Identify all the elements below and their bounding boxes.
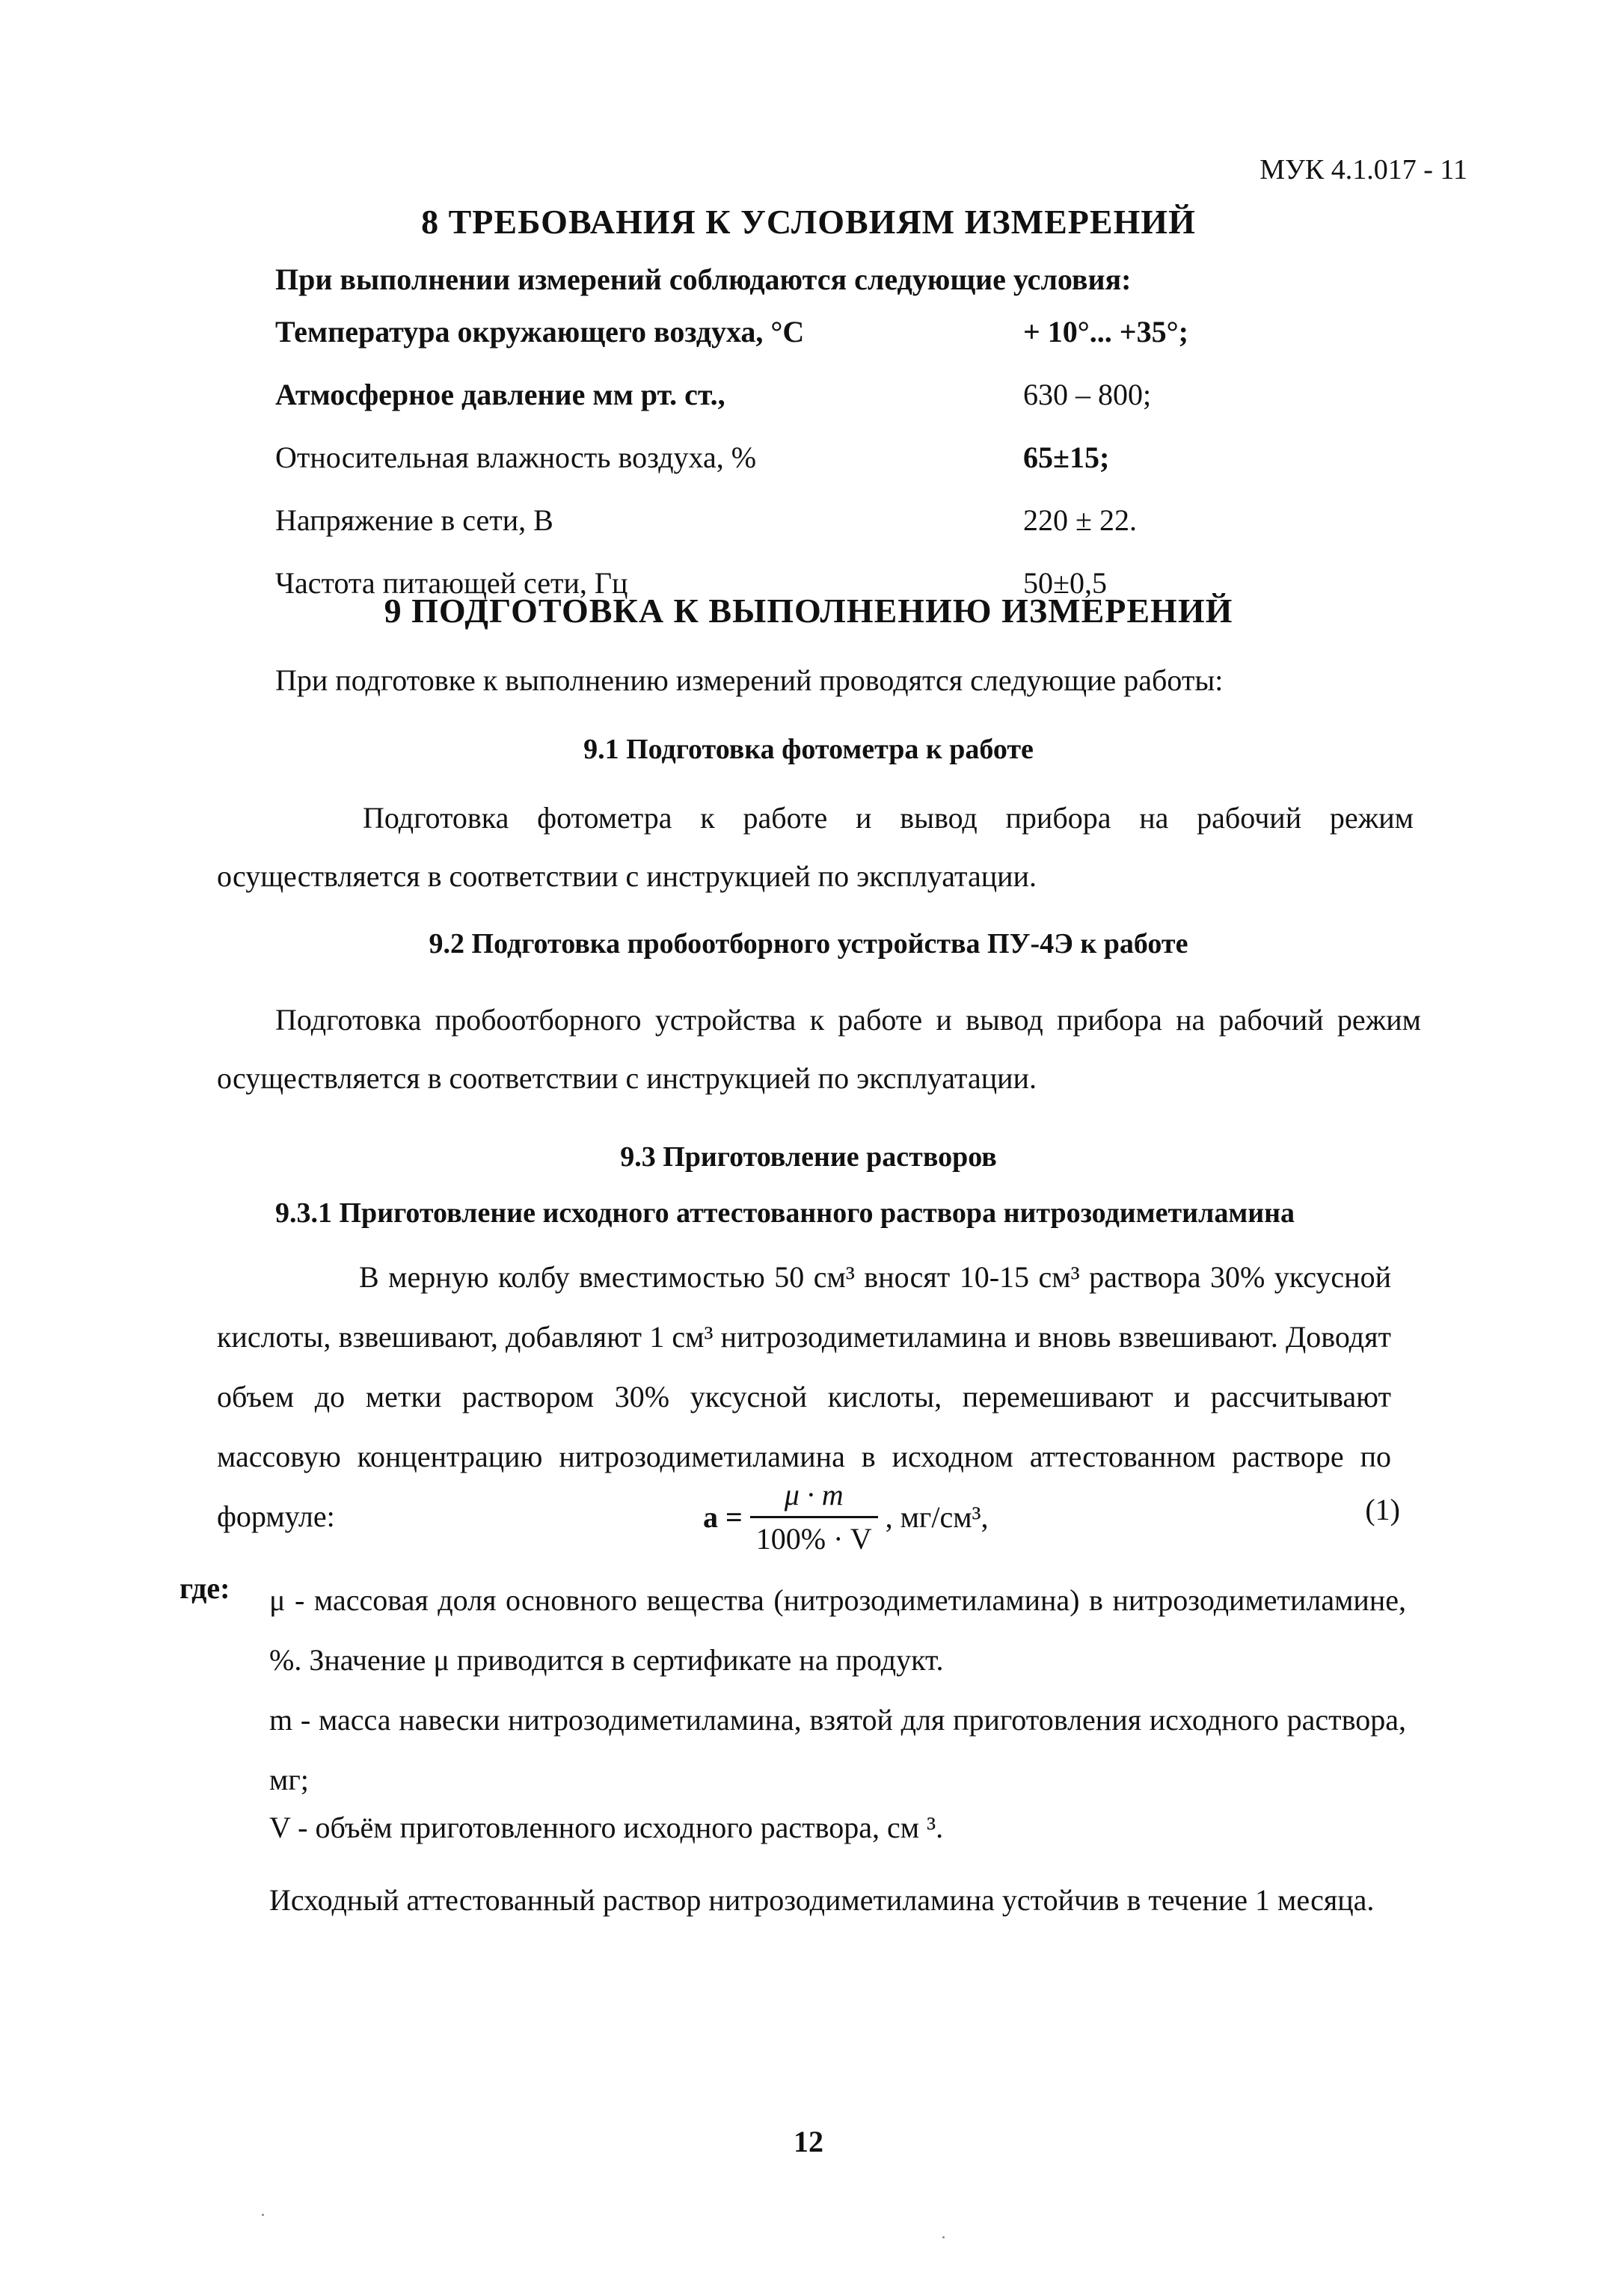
condition-value: 65±15; (1023, 441, 1110, 474)
condition-value: 220 ± 22. (1023, 503, 1137, 537)
condition-label: Частота питающей сети, Гц (275, 566, 628, 600)
formula-fraction (750, 1477, 878, 1557)
page-number: 12 (794, 2125, 823, 2158)
section-9-3-1-title: 9.3.1 Приготовление исходного аттестованного раствора нитрозодиметиламина (275, 1197, 1295, 1229)
condition-label: Атмосферное давление мм рт. ст., (275, 378, 725, 411)
where-m: m - масса навески нитрозодиметиламина, взятой для приготовления исходного раствора, мг; (269, 1703, 1406, 1796)
section-9-1-title: 9.1 Подготовка фотометра к работе (583, 734, 1034, 765)
condition-value: + 10°... +35°; (1023, 315, 1188, 349)
where-label: где: (180, 1571, 230, 1605)
formula (703, 1477, 989, 1557)
document-code: МУК 4.1.017 - 11 (1259, 154, 1467, 185)
where-mu: μ - массовая доля основного вещества (нитрозодиметиламина) в нитрозодиметиламине, %. Значение μ приводится в сертификате на продукт. (269, 1583, 1406, 1677)
condition-row (275, 503, 1270, 565)
condition-label: Напряжение в сети, В (275, 503, 553, 537)
section-9-3-1-text: В мерную колбу вместимостью 50 см³ вносят 10-15 см³ раствора 30% уксусной кислоты, взвешивают, добавляют 1 см³ нитрозодиметиламина и вновь взвешивают. Доводят объем до метки раствором 30% уксусной кислоты, перемешивают и рассчитывают массовую концентрацию нитрозодиметиламина в исходном аттестованном растворе по формуле: (217, 1260, 1391, 1533)
condition-value: 630 – 800; (1023, 378, 1152, 411)
condition-row (275, 314, 1270, 377)
conditions-list (275, 314, 1270, 628)
condition-value: 50±0,5 (1023, 566, 1107, 600)
formula-lhs: a = (703, 1500, 743, 1534)
stability-note: Исходный аттестованный раствор нитрозодиметиламина устойчив в течение 1 месяца. (269, 1883, 1375, 1917)
section-9-title: 9 ПОДГОТОВКА К ВЫПОЛНЕНИЮ ИЗМЕРЕНИЙ (384, 592, 1233, 630)
section-9-3-title: 9.3 Приготовление растворов (620, 1141, 997, 1173)
section-8-title: 8 ТРЕБОВАНИЯ К УСЛОВИЯМ ИЗМЕРЕНИЙ (421, 203, 1196, 241)
formula-number: (1) (1365, 1493, 1400, 1526)
formula-units: , мг/см³, (885, 1500, 989, 1534)
section-8-intro: При выполнении измерений соблюдаются следующие условия: (275, 263, 1132, 296)
where-v: V - объём приготовленного исходного раствора, см ³. (269, 1811, 944, 1844)
condition-label: Температура окружающего воздуха, °С (275, 315, 805, 349)
condition-row (275, 377, 1270, 440)
condition-label: Относительная влажность воздуха, % (275, 441, 757, 474)
section-9-2-title: 9.2 Подготовка пробоотборного устройства ПУ-4Э к работе (429, 928, 1188, 960)
formula-numerator: μ · m (784, 1478, 844, 1511)
section-9-intro: При подготовке к выполнению измерений проводятся следующие работы: (275, 663, 1224, 697)
scan-speck (942, 2236, 945, 2238)
section-9-1-text: Подготовка фотометра к работе и вывод прибора на рабочий режим осуществляется в соответствии с инструкцией по эксплуатации. (217, 801, 1414, 893)
condition-row (275, 440, 1270, 503)
formula-denominator: 100% · V (750, 1516, 878, 1557)
scan-speck (262, 2214, 264, 2216)
section-9-2-text: Подготовка пробоотборного устройства к работе и вывод прибора на рабочий режим осуществляется в соответствии с инструкцией по эксплуатации. (217, 1003, 1421, 1095)
